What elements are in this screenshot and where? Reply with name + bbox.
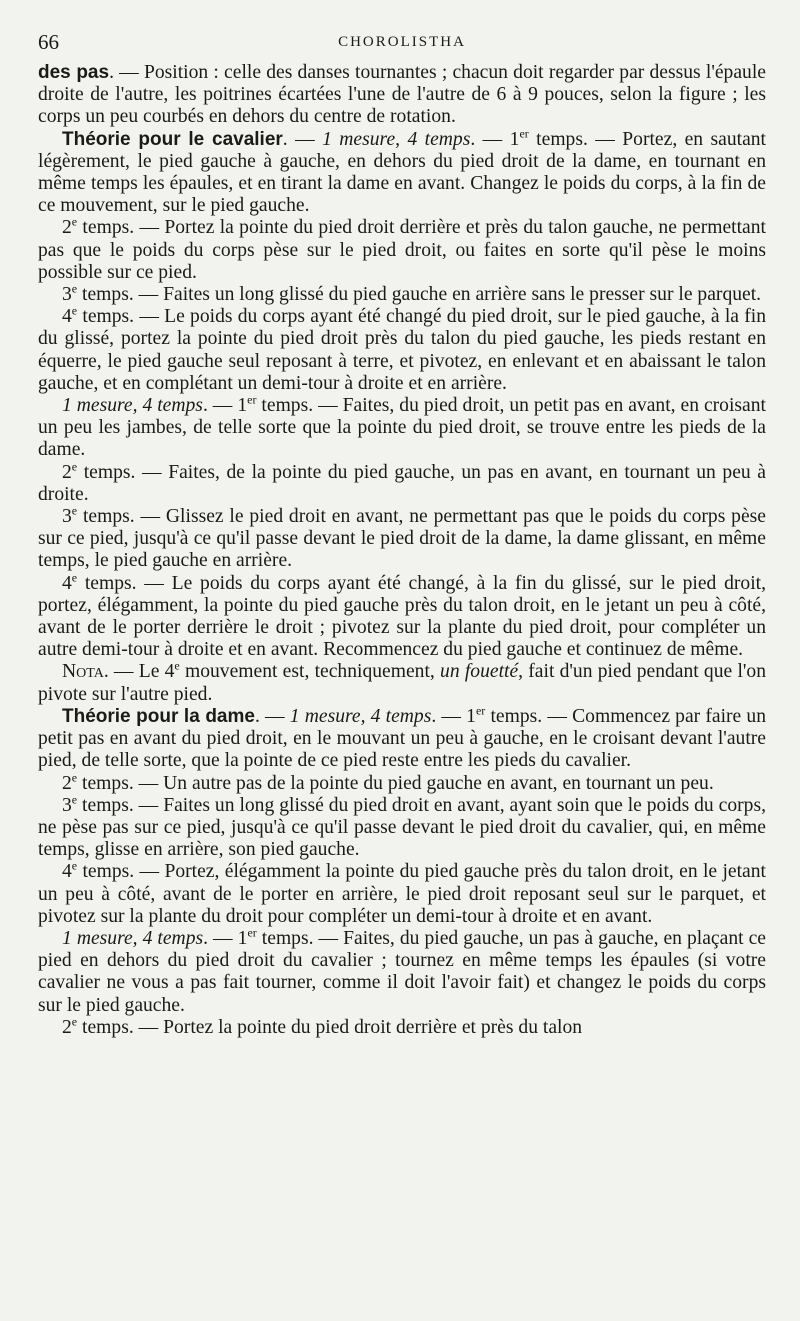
text-run: temps. — Portez la pointe du pied droit derrière et près du talon (77, 1016, 583, 1038)
superscript: e (71, 281, 78, 296)
paragraph (38, 769, 766, 795)
text-run: . — Le 4 (103, 661, 175, 683)
small-caps-text: Nota (62, 661, 104, 683)
body-text (38, 62, 766, 1039)
superscript: e (71, 570, 78, 585)
text-run: temps. — Faites, de la pointe du pied gauche, un pas en avant, en tournant un peu à droite. (38, 461, 766, 505)
text-run: temps. — Faites un long glissé du pied droit en avant, ayant soin que le poids du corps, ne pèse pas sur ce pied, jusqu'à ce qu'il passe devant le pied droit du cavalier, qui, en même temps, glisse en arrière, son pied gauche. (38, 794, 766, 861)
paragraph (38, 1014, 766, 1039)
text-run: 2 (62, 217, 72, 239)
italic-text: 1 mesure, 4 temps (289, 705, 432, 727)
paragraph (38, 858, 766, 928)
text-run: . — 1 (470, 128, 520, 150)
text-run: temps. — Portez, élégamment la pointe du pied gauche près du talon droit, en le jetant un peu à côté, avant de le porter en arrière, le pied droit reposant seul sur le parquet, et pivotez sur la plante du droit pour compléter un demi-tour à droite et en avant. (38, 861, 766, 927)
text-run: 2 (62, 1016, 72, 1038)
paragraph (38, 303, 766, 395)
paragraph (38, 459, 766, 506)
paragraph (38, 503, 766, 573)
text-run: temps. — Faites, du pied droit, un petit pas en avant, en croisant un peu les jambes, de telle sorte que la pointe du pied droit, se trouve entre les pieds de la dame. (38, 395, 766, 461)
paragraph (38, 214, 766, 284)
superscript: e (71, 769, 78, 784)
text-run: 2 (62, 772, 72, 794)
text-run: temps. — Glissez le pied droit en avant, ne permettant pas que le poids du corps pèse sur ce pied, jusqu'à ce qu'il passe devant le pied droit de la dame, la dame glissant, en même temps, le pied gauche en arrière. (38, 506, 766, 572)
text-run: mouvement est, techniquement, (179, 661, 441, 683)
superscript: er (247, 925, 257, 940)
text-run: temps. — Le poids du corps ayant été changé du pied droit, sur le pied gauche, à la fin du glissé, portez la pointe du pied droit près du talon du pied gauche, les pieds restant en équerre, le pied gauche seul reposant à terre, et pivotez, en enlevant et en abaissant le talon gauche, et en complétant un demi-tour à droite et en arrière. (38, 306, 766, 394)
running-title: CHOROLISTHA (338, 34, 466, 50)
superscript: er (519, 126, 529, 141)
paragraph (38, 792, 766, 862)
text-run: 2 (62, 461, 72, 483)
superscript: e (71, 792, 78, 807)
text-run: 3 (62, 284, 72, 306)
superscript: er (247, 392, 257, 407)
text-run: temps. — Portez la pointe du pied droit derrière et près du talon gauche, ne permettant pas que le poids du corps pèse sur le pied droit, ou faites en sorte qu'il pèse le moins possible sur ce pied. (38, 217, 766, 283)
text-run: temps. — Faites un long glissé du pied gauche en arrière sans le presser sur le parquet. (77, 284, 762, 306)
superscript: e (71, 1014, 78, 1029)
text-run: temps. — Commencez par faire un petit pas en avant du pied droit, en le mouvant un peu à gauche, en le croisant devant l'autre pied, de telle sorte, que la pointe de ce pied reste entre les pieds du cavalier. (38, 705, 767, 772)
text-run: temps. — Un autre pas de la pointe du pied gauche en avant, en tournant un peu. (77, 772, 714, 794)
superscript: e (71, 858, 78, 873)
superscript: e (174, 658, 180, 673)
text-run: temps. — Portez, en sautant légèrement, le pied gauche à gauche, en dehors du pied droit de la dame, en tournant en même temps les épaules, et en tirant la dame en avant. Changez le poids du corps, à la fin de ce mouvement, sur le pied gauche. (38, 128, 767, 217)
paragraph (38, 62, 766, 129)
text-run: . — Position : celle des danses tournantes ; chacun doit regarder par dessus l'épaule droite de l'autre, les poitrines écartées l'une de l'autre de 6 à 9 pouces, selon la figure ; les corps un peu courbés en dehors du centre de rotation. (38, 62, 766, 128)
text-run: . — 1 (203, 927, 248, 949)
paragraph (38, 126, 767, 218)
text-run: . — (282, 128, 323, 150)
italic-text: 1 mesure, 4 temps (322, 128, 471, 150)
section-heading: des pas (38, 62, 110, 83)
paragraph (38, 570, 766, 662)
section-heading: Théorie pour la dame (62, 705, 255, 727)
paragraph (38, 281, 766, 306)
page-header (38, 28, 766, 62)
text-run: . — 1 (431, 705, 476, 727)
text-run: 4 (62, 306, 72, 328)
text-run: 4 (62, 861, 72, 883)
paragraph (38, 703, 767, 773)
italic-text: 1 mesure, 4 temps (62, 927, 204, 949)
superscript: e (71, 214, 78, 229)
section-heading: Théorie pour le cavalier (62, 128, 283, 150)
paragraph (38, 658, 767, 705)
text-run: . — 1 (202, 395, 248, 417)
text-run: . — (254, 705, 290, 727)
paragraph (38, 392, 766, 462)
superscript: e (71, 459, 78, 474)
superscript: e (71, 303, 78, 318)
superscript: er (475, 703, 486, 718)
text-run: temps. — Le poids du corps ayant été changé, à la fin du glissé, sur le pied droit, portez, élégamment, la pointe du pied gauche près du talon droit, en le jetant un peu à côté, avant de le porter derrière le droit ; pivotez sur la plante du pied droit, pour compléter un autre demi-tour à droite et en avant. Recommencez du pied gauche et continuez de même. (38, 572, 766, 661)
italic-text: un fouetté (440, 661, 519, 683)
paragraph (38, 925, 766, 1017)
text-run: temps. — Faites, du pied gauche, un pas à gauche, en plaçant ce pied en dehors du pied droit du cavalier ; tournez en même temps les épaules (si votre cavalier ne vous a pas fait tourner, comme il doit l'avoir fait) et changez le poids du corps sur le pied gauche. (38, 927, 766, 1016)
superscript: e (71, 503, 78, 518)
text-run: 3 (62, 506, 72, 528)
text-run: , fait d'un pied pendant que l'on pivote sur l'autre pied. (38, 661, 767, 705)
text-run: 3 (62, 794, 72, 816)
page-number: 66 (38, 30, 59, 54)
italic-text: 1 mesure, 4 temps (62, 395, 203, 417)
text-run: 4 (62, 572, 72, 594)
